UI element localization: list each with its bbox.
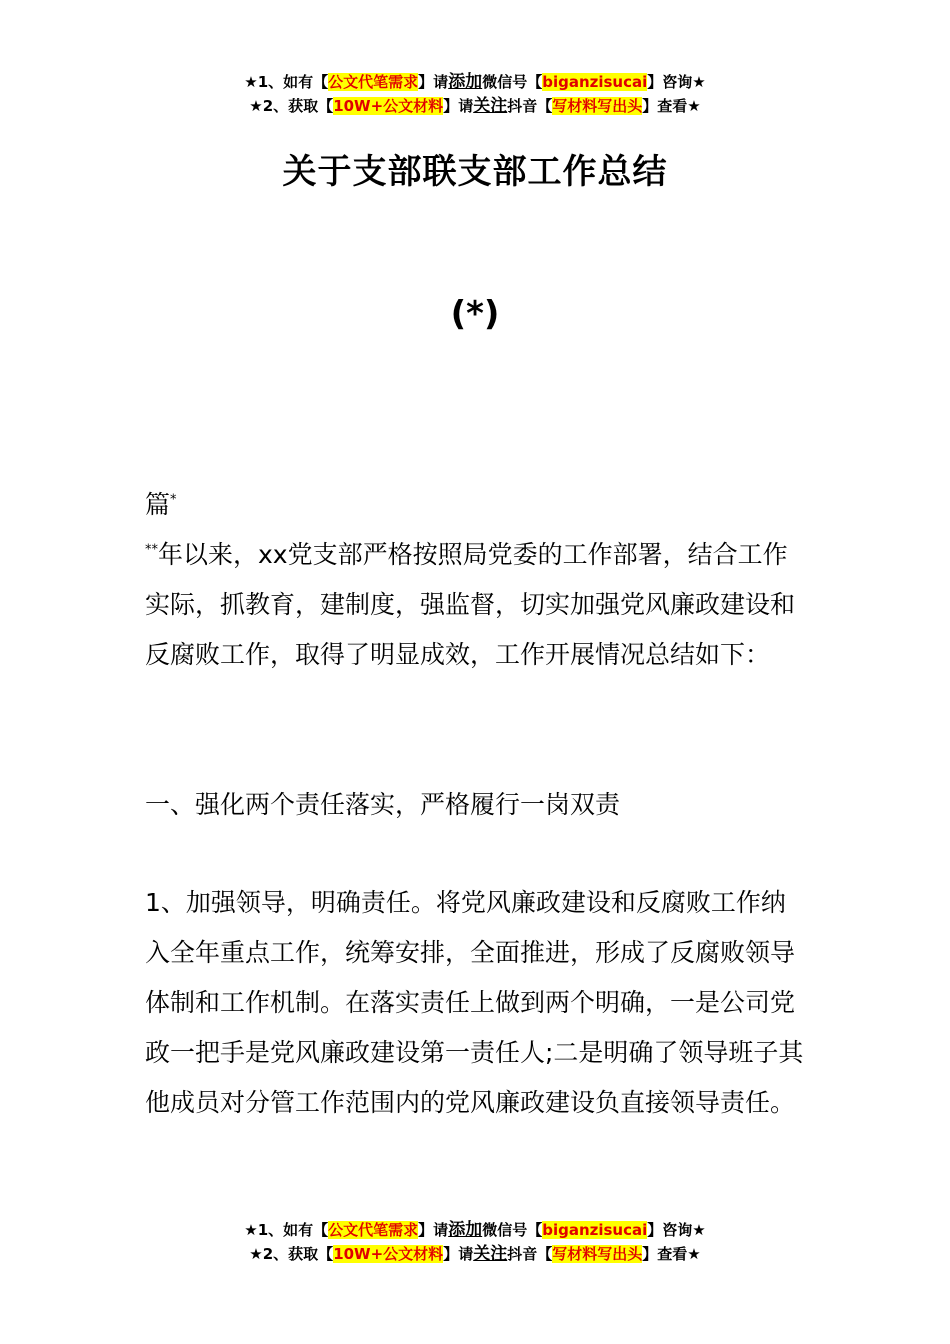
notice-suffix: 】查看★ xyxy=(642,1245,701,1263)
emphasis-text: 关注 xyxy=(473,96,508,116)
service-highlight: 公文代笔需求 xyxy=(328,1221,419,1239)
intro-mark: ** xyxy=(145,542,158,558)
emphasis-text: 关注 xyxy=(473,1244,508,1264)
materials-highlight: 10W+公文材料 xyxy=(333,1245,444,1263)
wechat-id-highlight: biganzisucai xyxy=(542,1221,648,1239)
emphasis-text: 添加 xyxy=(448,1220,483,1240)
emphasis-text: 添加 xyxy=(448,72,483,92)
intro-paragraph xyxy=(145,530,810,680)
notice-prefix: ★1、如有【 xyxy=(244,1221,329,1239)
notice-suffix: 】咨询★ xyxy=(647,1221,706,1239)
header-notice xyxy=(0,70,950,118)
section-label-mark: * xyxy=(170,492,177,508)
notice-prefix: ★2、获取【 xyxy=(249,97,334,115)
footer-notice-line-1 xyxy=(0,1218,950,1242)
section-label xyxy=(145,480,810,530)
wechat-id-highlight: biganzisucai xyxy=(542,73,648,91)
footer-notice xyxy=(0,1218,950,1266)
notice-text: 】请 xyxy=(443,97,474,115)
document-title: 关于支部联支部工作总结 xyxy=(282,152,668,192)
notice-text: 微信号【 xyxy=(482,1221,543,1239)
materials-highlight: 10W+公文材料 xyxy=(333,97,444,115)
notice-text: 抖音【 xyxy=(507,97,553,115)
notice-prefix: ★1、如有【 xyxy=(244,73,329,91)
footer-notice-line-2 xyxy=(0,1242,950,1266)
notice-text: 】请 xyxy=(418,1221,449,1239)
item-paragraph-1: 1、加强领导，明确责任。将党风廉政建设和反腐败工作纳入全年重点工作，统筹安排，全面推进，形成了反腐败领导体制和工作机制。在落实责任上做到两个明确，一是公司党政一把手是党风廉政建设第一责任人;二是明确了领导班子其他成员对分管工作范围内的党风廉政建设负直接领导责任。 xyxy=(145,888,804,1117)
notice-suffix: 】咨询★ xyxy=(647,73,706,91)
section-heading-1: 一、强化两个责任落实，严格履行一岗双责 xyxy=(145,790,621,819)
notice-text: 微信号【 xyxy=(482,73,543,91)
douyin-id-highlight: 写材料写出头 xyxy=(552,97,643,115)
header-notice-line-1 xyxy=(0,70,950,94)
notice-prefix: ★2、获取【 xyxy=(249,1245,334,1263)
header-notice-line-2 xyxy=(0,94,950,118)
document-subtitle: (*) xyxy=(450,294,500,334)
notice-text: 抖音【 xyxy=(507,1245,553,1263)
service-highlight: 公文代笔需求 xyxy=(328,73,419,91)
notice-text: 】请 xyxy=(418,73,449,91)
notice-suffix: 】查看★ xyxy=(642,97,701,115)
notice-text: 】请 xyxy=(443,1245,474,1263)
section-label-text: 篇 xyxy=(145,490,171,519)
douyin-id-highlight: 写材料写出头 xyxy=(552,1245,643,1263)
intro-text: 年以来，xx党支部严格按照局党委的工作部署，结合工作实际，抓教育，建制度，强监督，切实加强党风廉政建设和反腐败工作，取得了明显成效，工作开展情况总结如下： xyxy=(145,540,796,669)
